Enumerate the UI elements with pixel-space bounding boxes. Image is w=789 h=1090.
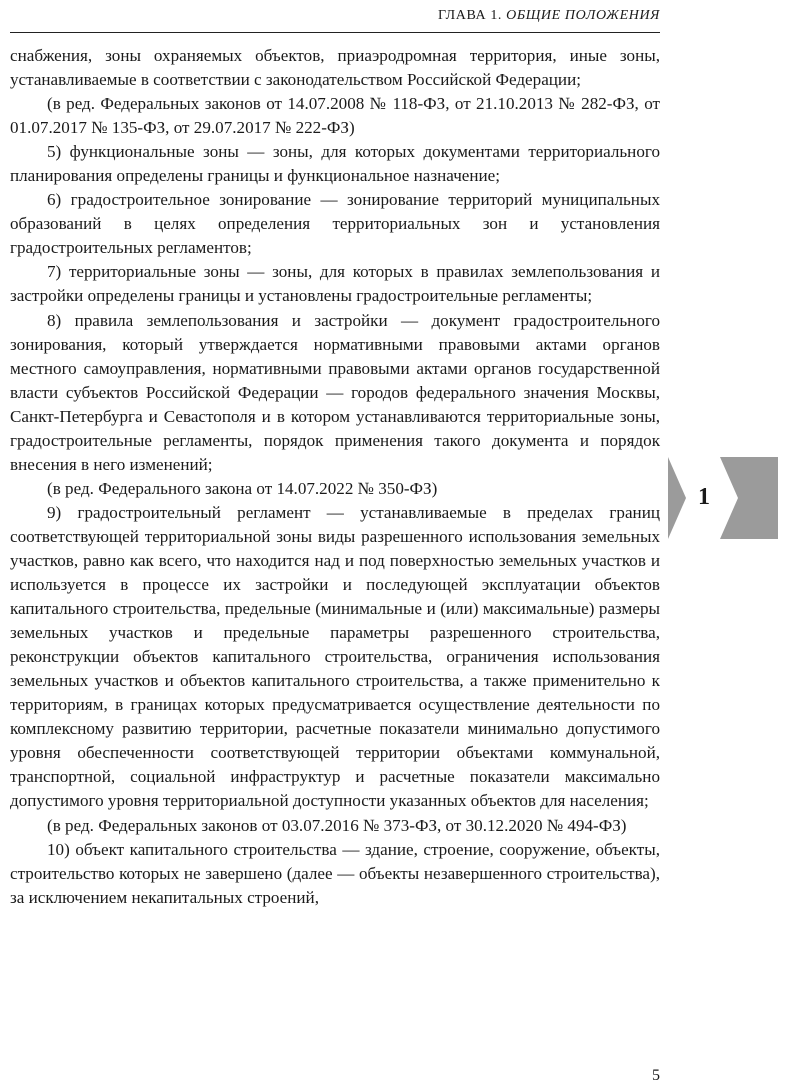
paragraph-item-10: 10) объект капитального строительства — здание, строение, сооружение, объекты, строительство которых не завершено (далее — объекты незавершенного строительства), за исключением некапитальных строений, xyxy=(10,839,660,907)
paragraph-continuation: снабжения, зоны охраняемых объектов, приаэродромная территория, иные зоны, устанавливаемые в соответствии с законодательством Российской Федерации; xyxy=(10,46,660,90)
paragraph-item-6: 6) градостроительное зонирование — зонирование территорий муниципальных образований в целях определения территориальных зон и установления градостроительных регламентов; xyxy=(10,190,660,258)
chapter-tab xyxy=(668,457,778,539)
paragraph-item-5: 5) функциональные зоны — зоны, для которых документами территориального планирования определены границы и функциональное назначение; xyxy=(10,142,660,186)
chapter-label: ГЛАВА 1. xyxy=(438,8,503,23)
chapter-tab-shape xyxy=(668,457,778,539)
chapter-tab-number: 1 xyxy=(698,484,710,510)
paragraph-amendment-note: (в ред. Федеральных законов от 03.07.2016 № 373-ФЗ, от 30.12.2020 № 494-ФЗ) xyxy=(47,815,627,835)
body-text xyxy=(10,44,660,910)
running-header xyxy=(10,6,660,33)
chapter-tab-block xyxy=(720,457,778,539)
paragraph-amendment-note: (в ред. Федеральных законов от 14.07.2008 № 118-ФЗ, от 21.10.2013 № 282-ФЗ, от 01.07.2017 № 135-ФЗ, от 29.07.2017 № 222-ФЗ) xyxy=(10,94,660,138)
paragraph-item-8: 8) правила землепользования и застройки — документ градостроительного зонирования, который утверждается нормативными правовыми актами органов местного самоуправления, нормативными правовыми актами органов государственной власти субъектов Российской Федерации — городов федерального значения Москвы, Санкт-Петербурга и Севастополя и в котором устанавливаются территориальные зоны, градостроительные регламенты, порядок применения такого документа и порядок внесения в него изменений; xyxy=(10,310,660,474)
paragraph-item-7: 7) территориальные зоны — зоны, для которых в правилах землепользования и застройки определены границы и установлены градостроительные регламенты; xyxy=(10,262,660,306)
paragraph-amendment-note: (в ред. Федерального закона от 14.07.2022 № 350-ФЗ) xyxy=(47,478,438,498)
page-number: 5 xyxy=(652,1067,660,1084)
chapter-tab-arrow-outline xyxy=(668,457,686,539)
paragraph-item-9: 9) градостроительный регламент — устанавливаемые в пределах границ соответствующей территориальной зоны виды разрешенного использования земельных участков, равно как всего, что находится над и под поверхностью земельных участков и используется в процессе их застройки и последующей эксплуатации объектов капитального строительства, предельные (минимальные и (или) максимальные) размеры земельных участков и предельные параметры разрешенного строительства, реконструкции объектов капитального строительства, ограничения использования земельных участков и объектов капитального строительства, а также применительно к территориям, в границах которых предусматривается осуществление деятельности по комплексному развитию территории, расчетные показатели минимально допустимого уровня обеспеченности соответствующей территории объектами коммунальной, транспортной, социальной инфраструктур и расчетные показатели максимально допустимого уровня территориальной доступности указанных объектов для населения; xyxy=(10,502,660,811)
chapter-title: ОБЩИЕ ПОЛОЖЕНИЯ xyxy=(506,8,660,23)
